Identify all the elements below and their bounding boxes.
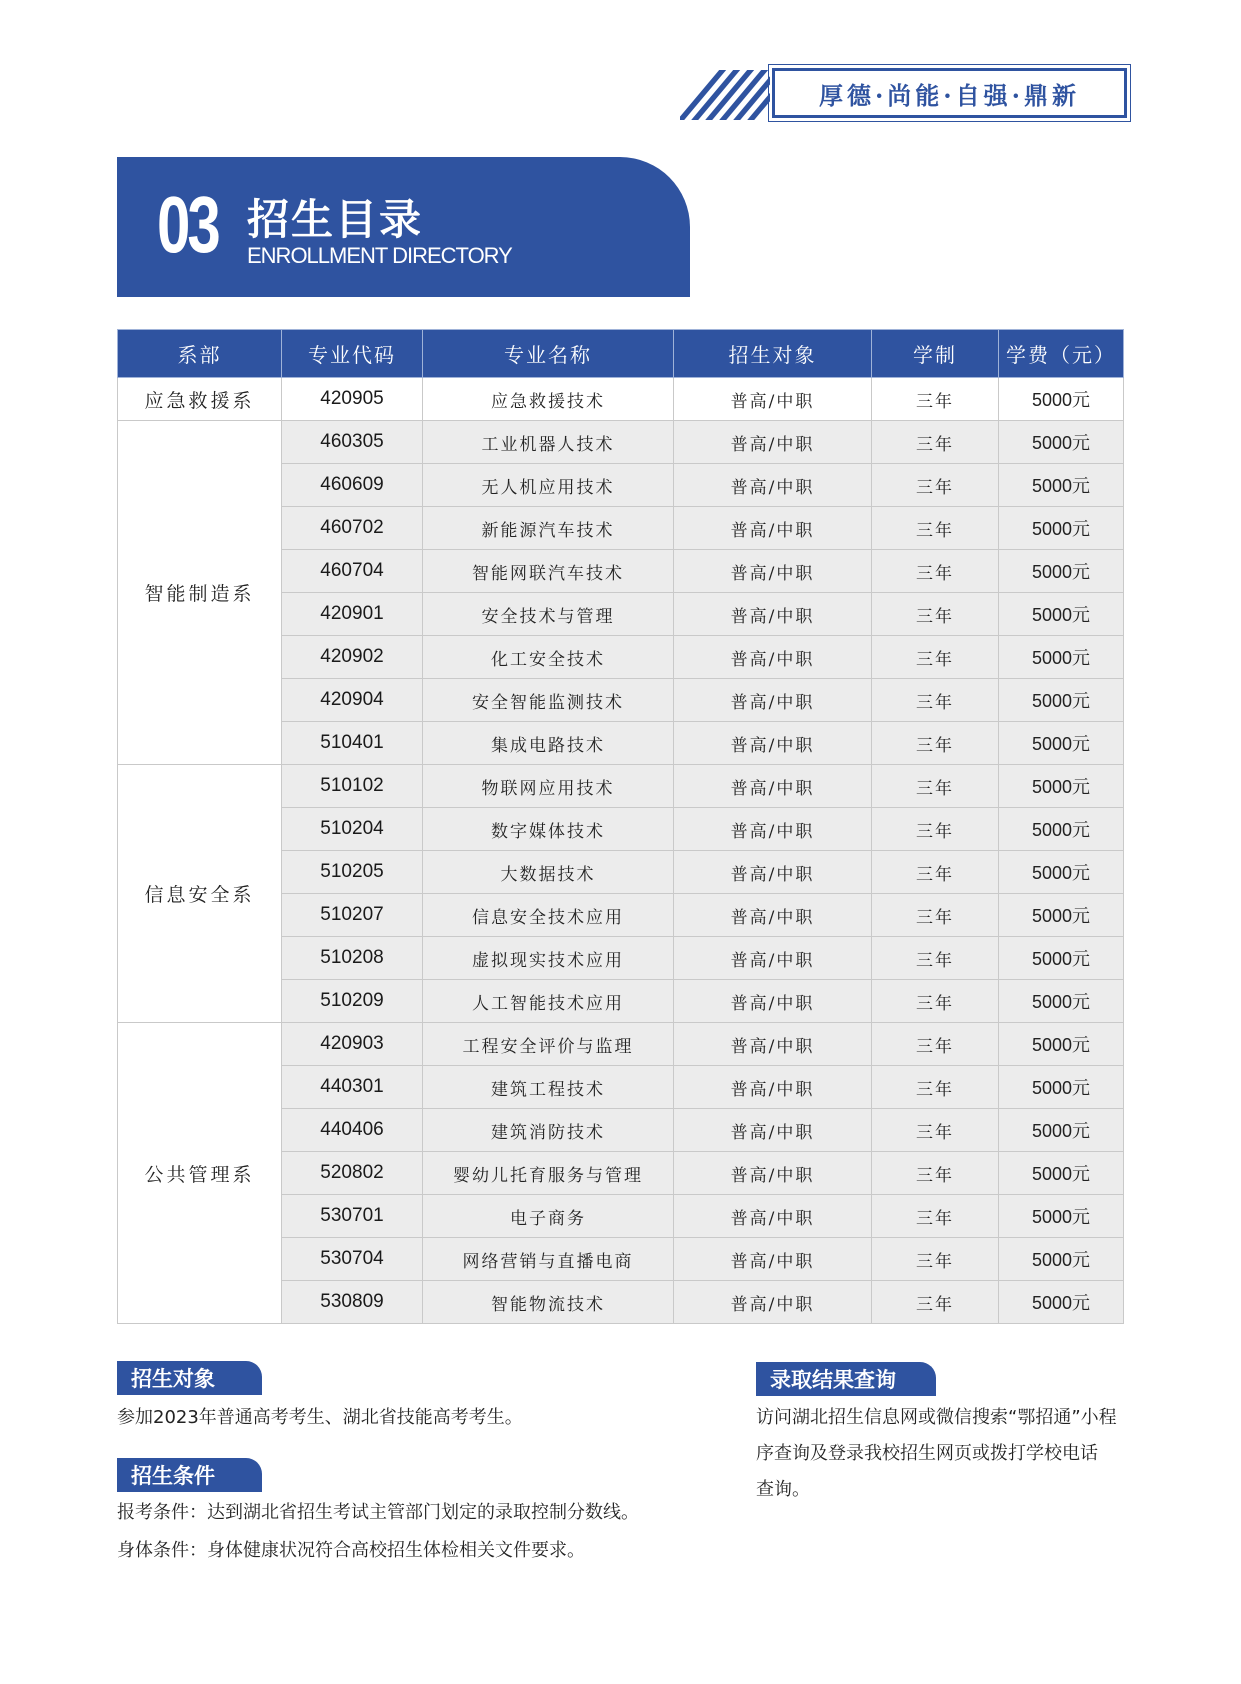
study-years-cell: 三年	[872, 1281, 999, 1324]
enroll-target-cell: 普高/中职	[674, 507, 872, 550]
major-name-cell: 智能网联汽车技术	[423, 550, 674, 593]
department-cell: 公共管理系	[118, 1023, 282, 1324]
major-code-cell: 520802	[282, 1152, 423, 1195]
major-name-cell: 信息安全技术应用	[423, 894, 674, 937]
tuition-fee-cell: 5000元	[999, 593, 1124, 636]
section-header	[117, 157, 690, 297]
major-code-cell: 460609	[282, 464, 423, 507]
major-name-cell: 大数据技术	[423, 851, 674, 894]
tuition-fee-cell: 5000元	[999, 507, 1124, 550]
major-name-cell: 安全智能监测技术	[423, 679, 674, 722]
study-years-cell: 三年	[872, 722, 999, 765]
major-code-cell: 530704	[282, 1238, 423, 1281]
major-code-cell: 530701	[282, 1195, 423, 1238]
major-name-cell: 数字媒体技术	[423, 808, 674, 851]
header-code: 专业代码	[282, 330, 423, 378]
major-code-cell: 510208	[282, 937, 423, 980]
tuition-fee-cell: 5000元	[999, 636, 1124, 679]
tuition-fee-cell: 5000元	[999, 464, 1124, 507]
enroll-target-tag: 招生对象	[117, 1361, 262, 1395]
admission-query-line2: 序查询及登录我校招生网页或拨打学校电话	[756, 1443, 1098, 1464]
study-years-cell: 三年	[872, 937, 999, 980]
header-major: 专业名称	[423, 330, 674, 378]
study-years-cell: 三年	[872, 507, 999, 550]
table-row	[118, 765, 1124, 808]
major-name-cell: 应急救援技术	[423, 378, 674, 421]
major-code-cell: 510207	[282, 894, 423, 937]
major-name-cell: 网络营销与直播电商	[423, 1238, 674, 1281]
enroll-target-text: 参加2023年普通高考考生、湖北省技能高考考生。	[117, 1407, 523, 1428]
study-years-cell: 三年	[872, 765, 999, 808]
tuition-fee-cell: 5000元	[999, 550, 1124, 593]
tuition-fee-cell: 5000元	[999, 1195, 1124, 1238]
tuition-fee-cell: 5000元	[999, 808, 1124, 851]
study-years-cell: 三年	[872, 1109, 999, 1152]
study-years-cell: 三年	[872, 1066, 999, 1109]
major-code-cell: 420903	[282, 1023, 423, 1066]
study-years-cell: 三年	[872, 980, 999, 1023]
header-target: 招生对象	[674, 330, 872, 378]
enroll-target-cell: 普高/中职	[674, 1066, 872, 1109]
tuition-fee-cell: 5000元	[999, 1152, 1124, 1195]
major-code-cell: 460702	[282, 507, 423, 550]
major-name-cell: 物联网应用技术	[423, 765, 674, 808]
enroll-target-cell: 普高/中职	[674, 980, 872, 1023]
enrollment-table	[117, 329, 1124, 1324]
study-years-cell: 三年	[872, 464, 999, 507]
header-fee: 学费（元）	[999, 330, 1124, 378]
major-code-cell: 460704	[282, 550, 423, 593]
enroll-target-cell: 普高/中职	[674, 679, 872, 722]
enroll-target-cell: 普高/中职	[674, 550, 872, 593]
enroll-conditions-line2: 身体条件：身体健康状况符合高校招生体检相关文件要求。	[117, 1540, 585, 1561]
enroll-target-cell: 普高/中职	[674, 1238, 872, 1281]
major-code-cell: 510209	[282, 980, 423, 1023]
department-cell: 信息安全系	[118, 765, 282, 1023]
enroll-target-cell: 普高/中职	[674, 1281, 872, 1324]
major-code-cell: 440301	[282, 1066, 423, 1109]
header-department: 系部	[118, 330, 282, 378]
major-name-cell: 化工安全技术	[423, 636, 674, 679]
table-row	[118, 378, 1124, 421]
enroll-target-cell: 普高/中职	[674, 593, 872, 636]
major-name-cell: 虚拟现实技术应用	[423, 937, 674, 980]
enroll-target-cell: 普高/中职	[674, 765, 872, 808]
department-cell: 应急救援系	[118, 378, 282, 421]
stripe-decoration	[680, 70, 770, 120]
tuition-fee-cell: 5000元	[999, 1238, 1124, 1281]
enroll-target-cell: 普高/中职	[674, 937, 872, 980]
major-code-cell: 510204	[282, 808, 423, 851]
tuition-fee-cell: 5000元	[999, 851, 1124, 894]
study-years-cell: 三年	[872, 1238, 999, 1281]
enroll-target-cell: 普高/中职	[674, 1152, 872, 1195]
department-cell: 智能制造系	[118, 421, 282, 765]
major-code-cell: 510401	[282, 722, 423, 765]
tuition-fee-cell: 5000元	[999, 722, 1124, 765]
motto-banner	[680, 62, 1135, 124]
major-name-cell: 建筑工程技术	[423, 1066, 674, 1109]
major-code-cell: 530809	[282, 1281, 423, 1324]
major-code-cell: 420904	[282, 679, 423, 722]
study-years-cell: 三年	[872, 1023, 999, 1066]
major-name-cell: 工程安全评价与监理	[423, 1023, 674, 1066]
header-years: 学制	[872, 330, 999, 378]
major-name-cell: 新能源汽车技术	[423, 507, 674, 550]
enroll-target-cell: 普高/中职	[674, 1109, 872, 1152]
study-years-cell: 三年	[872, 378, 999, 421]
admission-query-line1: 访问湖北招生信息网或微信搜索“鄂招通”小程	[756, 1407, 1117, 1428]
table-row	[118, 1023, 1124, 1066]
study-years-cell: 三年	[872, 550, 999, 593]
admission-query-tag: 录取结果查询	[756, 1362, 936, 1396]
major-code-cell: 420902	[282, 636, 423, 679]
tuition-fee-cell: 5000元	[999, 378, 1124, 421]
major-code-cell: 440406	[282, 1109, 423, 1152]
major-code-cell: 510205	[282, 851, 423, 894]
enroll-target-cell: 普高/中职	[674, 1023, 872, 1066]
admission-query-line3: 查询。	[756, 1479, 810, 1500]
major-code-cell: 420901	[282, 593, 423, 636]
section-title: 招生目录	[247, 195, 424, 244]
study-years-cell: 三年	[872, 636, 999, 679]
tuition-fee-cell: 5000元	[999, 1023, 1124, 1066]
enroll-target-cell: 普高/中职	[674, 378, 872, 421]
major-code-cell: 460305	[282, 421, 423, 464]
table-header-row	[118, 330, 1124, 378]
tuition-fee-cell: 5000元	[999, 1109, 1124, 1152]
enroll-target-cell: 普高/中职	[674, 464, 872, 507]
study-years-cell: 三年	[872, 894, 999, 937]
major-name-cell: 安全技术与管理	[423, 593, 674, 636]
study-years-cell: 三年	[872, 421, 999, 464]
enroll-conditions-line1: 报考条件：达到湖北省招生考试主管部门划定的录取控制分数线。	[117, 1502, 639, 1523]
study-years-cell: 三年	[872, 679, 999, 722]
enroll-target-cell: 普高/中职	[674, 894, 872, 937]
tuition-fee-cell: 5000元	[999, 1066, 1124, 1109]
enroll-target-cell: 普高/中职	[674, 1195, 872, 1238]
study-years-cell: 三年	[872, 1152, 999, 1195]
major-name-cell: 人工智能技术应用	[423, 980, 674, 1023]
enroll-target-cell: 普高/中职	[674, 722, 872, 765]
tuition-fee-cell: 5000元	[999, 765, 1124, 808]
major-code-cell: 510102	[282, 765, 423, 808]
major-name-cell: 无人机应用技术	[423, 464, 674, 507]
table-row	[118, 421, 1124, 464]
tuition-fee-cell: 5000元	[999, 679, 1124, 722]
enroll-conditions-tag: 招生条件	[117, 1458, 262, 1492]
major-name-cell: 婴幼儿托育服务与管理	[423, 1152, 674, 1195]
enroll-target-cell: 普高/中职	[674, 421, 872, 464]
table-body	[118, 378, 1124, 1324]
motto-box	[772, 68, 1127, 118]
enroll-target-cell: 普高/中职	[674, 636, 872, 679]
major-name-cell: 工业机器人技术	[423, 421, 674, 464]
enroll-target-cell: 普高/中职	[674, 851, 872, 894]
major-name-cell: 电子商务	[423, 1195, 674, 1238]
motto-text: 厚德·尚能·自强·鼎新	[818, 80, 1081, 110]
study-years-cell: 三年	[872, 808, 999, 851]
enrollment-table-wrapper	[117, 329, 1123, 1324]
major-name-cell: 智能物流技术	[423, 1281, 674, 1324]
section-number: 03	[157, 180, 218, 269]
major-code-cell: 420905	[282, 378, 423, 421]
study-years-cell: 三年	[872, 851, 999, 894]
study-years-cell: 三年	[872, 1195, 999, 1238]
tuition-fee-cell: 5000元	[999, 894, 1124, 937]
tuition-fee-cell: 5000元	[999, 421, 1124, 464]
section-subtitle: ENROLLMENT DIRECTORY	[247, 243, 512, 268]
major-name-cell: 建筑消防技术	[423, 1109, 674, 1152]
tuition-fee-cell: 5000元	[999, 1281, 1124, 1324]
major-name-cell: 集成电路技术	[423, 722, 674, 765]
tuition-fee-cell: 5000元	[999, 980, 1124, 1023]
tuition-fee-cell: 5000元	[999, 937, 1124, 980]
enroll-target-cell: 普高/中职	[674, 808, 872, 851]
study-years-cell: 三年	[872, 593, 999, 636]
